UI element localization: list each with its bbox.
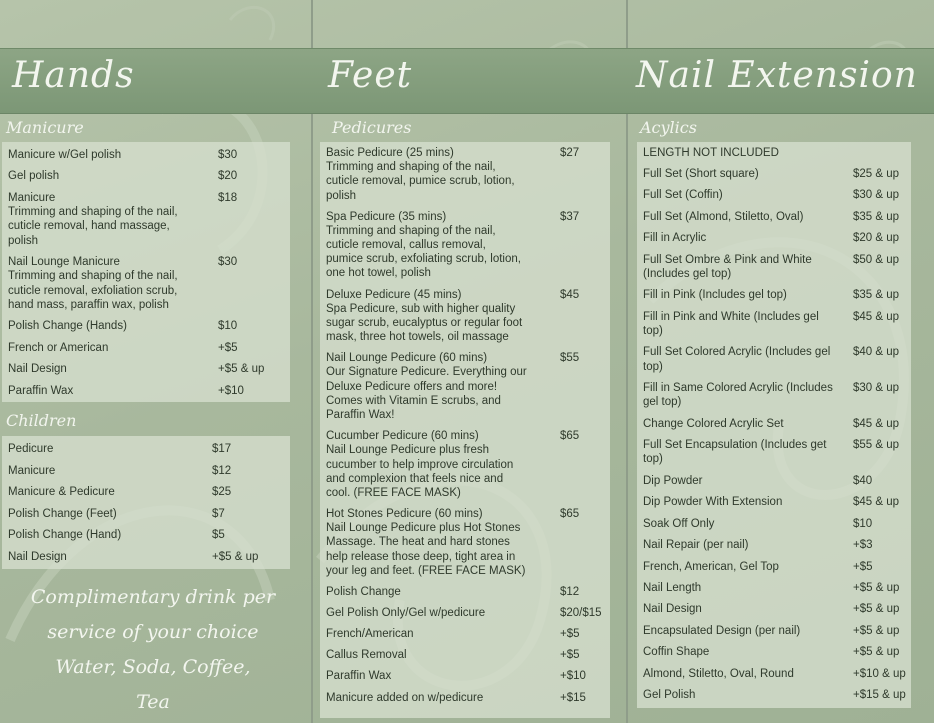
children-price-list xyxy=(2,436,290,569)
service-price: $65 xyxy=(560,430,580,443)
length-note: LENGTH NOT INCLUDED xyxy=(643,147,779,159)
service-name: Almond, Stiletto, Oval, Round xyxy=(643,667,794,680)
service-name: Nail Lounge Manicure xyxy=(8,256,120,269)
service-price: +$5 & up xyxy=(853,646,900,659)
service-name: Paraffin Wax xyxy=(8,384,74,397)
service-price: $35 & up xyxy=(853,210,900,223)
service-name: Deluxe Pedicure (45 mins) xyxy=(326,288,462,301)
service-description: Trimming and shaping of the nail, xyxy=(326,161,496,174)
service-price: +$5 & up xyxy=(212,551,259,563)
service-name: Polish Change (Feet) xyxy=(8,507,117,520)
service-name: Change Colored Acrylic Set xyxy=(643,417,784,430)
service-name: Gel Polish xyxy=(643,688,696,701)
service-price: $27 xyxy=(560,147,580,159)
service-price: +$5 xyxy=(560,649,580,662)
service-description: pumice scrub, exfoliating scrub, lotion, xyxy=(326,253,521,266)
service-name: Full Set Colored Acrylic (Includes gel xyxy=(643,346,831,359)
service-name: Encapsulated Design (per nail) xyxy=(643,624,801,637)
service-price: +$15 & up xyxy=(853,688,906,701)
service-price: $10 xyxy=(218,320,238,333)
service-description: cuticle removal, exfoliation scrub, xyxy=(8,284,178,297)
service-price: $7 xyxy=(212,507,225,520)
service-description: Deluxe Pedicure offers and more! xyxy=(326,380,498,393)
service-name: Spa Pedicure (35 mins) xyxy=(326,210,447,223)
service-description: help release those deep, tight area in xyxy=(326,550,516,563)
service-name: Basic Pedicure (25 mins) xyxy=(326,147,454,159)
acrylics-heading: Acylics xyxy=(640,118,697,137)
service-price: $20/$15 xyxy=(560,607,602,620)
service-price: $18 xyxy=(218,191,238,204)
service-description: Spa Pedicure, sub with higher quality xyxy=(326,302,516,315)
service-price: $30 xyxy=(218,149,238,161)
service-price: +$5 xyxy=(218,341,238,354)
service-name: Polish Change (Hand) xyxy=(8,529,122,542)
service-name: Gel polish xyxy=(8,170,60,183)
service-name-continued: top) xyxy=(643,324,663,337)
service-price: $20 xyxy=(218,170,238,183)
promo-line: Tea xyxy=(136,691,170,713)
service-description: cuticle removal, pumice scrub, lotion, xyxy=(326,175,515,188)
service-name: Cucumber Pedicure (60 mins) xyxy=(326,430,479,443)
service-name: Soak Off Only xyxy=(643,517,715,530)
service-description: Trimming and shaping of the nail, xyxy=(8,206,178,219)
service-description: cuticle removal, hand massage, xyxy=(8,220,170,233)
service-name: Manicure & Pedicure xyxy=(8,486,115,499)
service-name: Nail Repair (per nail) xyxy=(643,539,749,552)
service-name: Nail Lounge Pedicure (60 mins) xyxy=(326,352,488,365)
children-heading: Children xyxy=(6,411,77,430)
service-name: French/American xyxy=(326,628,414,641)
service-price: $40 xyxy=(853,474,873,487)
promo-line: Water, Soda, Coffee, xyxy=(55,656,251,678)
service-name-continued: gel top) xyxy=(643,396,682,409)
service-name: Full Set (Short square) xyxy=(643,168,759,180)
complimentary-drink-note xyxy=(8,580,298,720)
service-price: $45 & up xyxy=(853,417,900,430)
service-price: +$10 xyxy=(560,670,586,683)
service-price: $17 xyxy=(212,443,232,455)
service-price: $12 xyxy=(560,586,580,598)
service-price: $10 xyxy=(853,517,873,530)
service-description: Paraffin Wax! xyxy=(326,409,395,422)
service-description: hand mass, paraffin wax, polish xyxy=(8,298,169,311)
service-name: Manicure xyxy=(8,464,56,477)
service-name: Dip Powder xyxy=(643,474,703,487)
service-price: $30 & up xyxy=(853,189,900,202)
service-price: $5 xyxy=(212,529,225,542)
service-name: Pedicure xyxy=(8,443,54,455)
service-description: Our Signature Pedicure. Everything our xyxy=(326,366,527,379)
nail-extension-title: Nail Extension xyxy=(636,55,918,96)
service-description: Trimming and shaping of the nail, xyxy=(8,270,178,283)
service-price: $55 xyxy=(560,352,580,365)
service-name: Gel Polish Only/Gel w/pedicure xyxy=(326,607,486,620)
service-name: Manicure w/Gel polish xyxy=(8,149,122,161)
service-description: Massage. The heat and hard stones xyxy=(326,536,510,549)
service-description: your leg and feet. (FREE FACE MASK) xyxy=(326,564,526,577)
service-name: French or American xyxy=(8,341,109,354)
service-name-continued: top) xyxy=(643,360,663,373)
promo-line: service of your choice xyxy=(47,621,259,643)
service-price: +$5 xyxy=(560,628,580,641)
service-description: mask, three hot towels, oil massage xyxy=(326,331,509,344)
service-description: Nail Lounge Pedicure plus Hot Stones xyxy=(326,522,521,535)
service-name: Manicure added on w/pedicure xyxy=(326,691,484,704)
service-description: cucumber to help improve circulation xyxy=(326,458,514,471)
service-name: Full Set (Almond, Stiletto, Oval) xyxy=(643,210,804,223)
service-price: +$5 & up xyxy=(853,603,900,616)
service-name: Dip Powder With Extension xyxy=(643,496,783,509)
service-name: Full Set Ombre & Pink and White xyxy=(643,253,812,266)
service-price: +$15 xyxy=(560,691,586,704)
service-name: Nail Design xyxy=(8,551,67,563)
service-name: Full Set Encapsulation (Includes get xyxy=(643,439,827,452)
service-description: polish xyxy=(326,189,357,202)
manicure-heading: Manicure xyxy=(6,118,84,137)
hands-title: Hands xyxy=(12,55,135,96)
service-price: $35 & up xyxy=(853,289,900,302)
service-name: Fill in Pink and White (Includes gel xyxy=(643,310,819,323)
service-name: Fill in Acrylic xyxy=(643,232,707,245)
pedicures-price-list xyxy=(320,142,610,718)
service-price: +$5 & up xyxy=(853,581,900,594)
service-name-continued: top) xyxy=(643,453,663,466)
service-description: and complexion that feels nice and xyxy=(326,472,504,485)
service-price: $30 xyxy=(218,256,238,269)
service-description: cuticle removal, callus removal, xyxy=(326,239,486,252)
service-name: Nail Design xyxy=(8,363,67,376)
service-name: Nail Length xyxy=(643,581,702,594)
service-name: Paraffin Wax xyxy=(326,670,392,683)
service-name: Callus Removal xyxy=(326,649,407,662)
service-price: $12 xyxy=(212,464,232,477)
service-name: Fill in Pink (Includes gel top) xyxy=(643,289,787,302)
service-description: Trimming and shaping of the nail, xyxy=(326,224,496,237)
service-price: $37 xyxy=(560,210,580,223)
promo-line: Complimentary drink per xyxy=(30,586,276,608)
service-name: Coffin Shape xyxy=(643,646,710,659)
service-name: Full Set (Coffin) xyxy=(643,189,723,202)
service-price: $40 & up xyxy=(853,346,900,359)
service-price: $45 & up xyxy=(853,496,900,509)
service-price: +$5 & up xyxy=(218,363,265,376)
feet-title: Feet xyxy=(328,55,413,96)
service-price: +$5 & up xyxy=(853,624,900,637)
service-price: +$5 xyxy=(853,560,873,573)
service-name: Fill in Same Colored Acrylic (Includes xyxy=(643,382,833,395)
service-price: $45 xyxy=(560,288,580,301)
service-price: $20 & up xyxy=(853,232,900,245)
manicure-price-list xyxy=(2,142,290,402)
service-price: +$10 xyxy=(218,384,244,397)
acrylics-price-list xyxy=(637,142,911,708)
service-description: Comes with Vitamin E scrubs, and xyxy=(326,394,501,407)
service-description: sugar scrub, eucalyptus or regular foot xyxy=(326,316,523,329)
service-name: Nail Design xyxy=(643,603,702,616)
service-price: $25 & up xyxy=(853,168,900,180)
service-description: Nail Lounge Pedicure plus fresh xyxy=(326,444,490,457)
service-name: Polish Change xyxy=(326,586,401,598)
service-description: one hot towel, polish xyxy=(326,267,431,280)
service-description: polish xyxy=(8,234,39,247)
service-price: +$10 & up xyxy=(853,667,906,680)
service-name: French, American, Gel Top xyxy=(643,560,779,573)
service-name: Manicure xyxy=(8,191,56,204)
service-price: $65 xyxy=(560,508,580,521)
service-price: $45 & up xyxy=(853,310,900,323)
service-description: cool. (FREE FACE MASK) xyxy=(326,486,461,499)
service-price: $50 & up xyxy=(853,253,900,266)
service-name: Hot Stones Pedicure (60 mins) xyxy=(326,508,483,521)
service-price: $55 & up xyxy=(853,439,900,452)
service-price: $25 xyxy=(212,486,232,499)
service-name-continued: (Includes gel top) xyxy=(643,267,732,280)
pedicures-heading: Pedicures xyxy=(332,118,412,137)
service-name: Polish Change (Hands) xyxy=(8,320,127,333)
service-price: +$3 xyxy=(853,539,873,552)
service-price: $30 & up xyxy=(853,382,900,395)
